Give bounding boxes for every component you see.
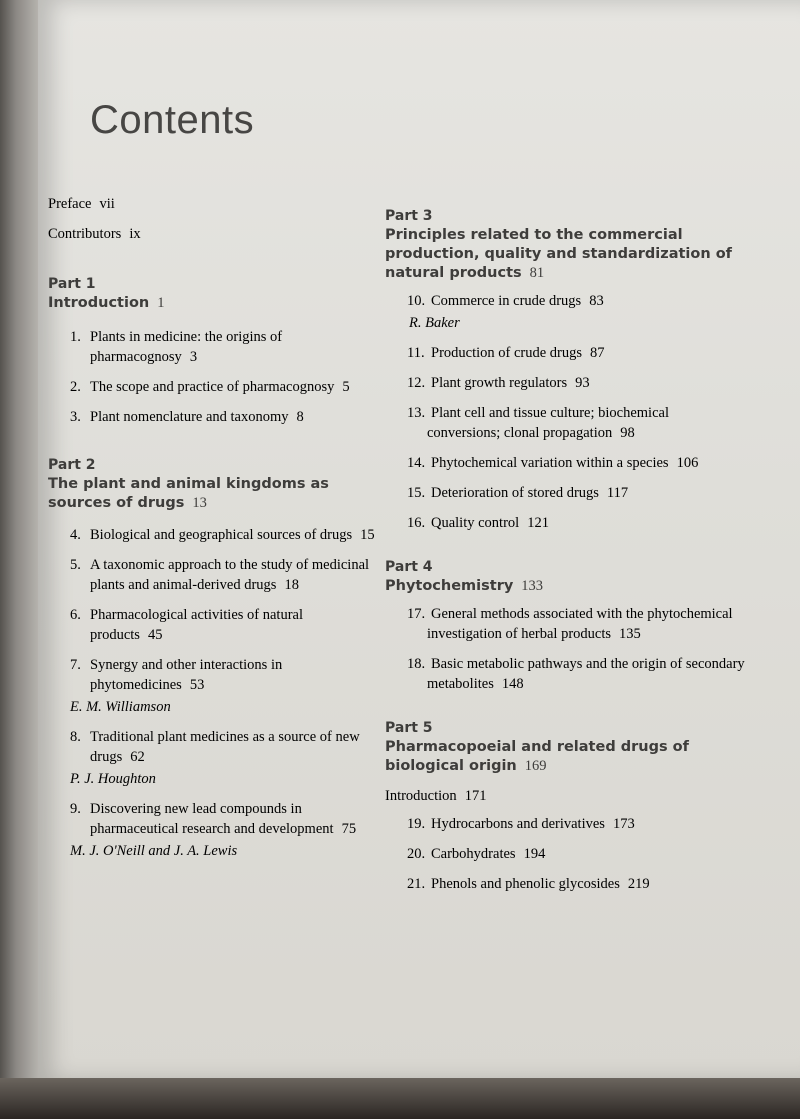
chapter-entry bbox=[385, 483, 745, 503]
part-label: Part 1 bbox=[48, 276, 96, 292]
chapter-author: P. J. Houghton bbox=[70, 771, 156, 787]
chapter-number: 5. bbox=[70, 557, 81, 573]
chapter-entry bbox=[48, 525, 378, 545]
part-title: Principles related to the commercial production, quality and standardization of natural products 81 bbox=[385, 227, 732, 281]
page-number: 83 bbox=[589, 293, 604, 309]
chapter-title: Traditional plant medicines as a source of new drugs bbox=[90, 729, 360, 765]
chapter-entry bbox=[48, 377, 378, 397]
chapter-entry bbox=[48, 727, 378, 767]
page-number: 93 bbox=[575, 375, 590, 391]
page-number: 148 bbox=[501, 676, 524, 692]
page-number: 75 bbox=[341, 821, 357, 837]
chapter-title: The scope and practice of pharmacognosy bbox=[90, 379, 335, 395]
part-title: The plant and animal kingdoms as sources of drugs 13 bbox=[48, 476, 329, 511]
part-title: Introduction 1 bbox=[48, 295, 165, 311]
chapter-title: Commerce in crude drugs bbox=[431, 293, 582, 309]
chapter-title: Biological and geographical sources of drugs bbox=[90, 527, 353, 543]
intro-label: Introduction bbox=[385, 788, 457, 804]
page-number: 62 bbox=[130, 749, 145, 765]
chapter-number: 14. bbox=[407, 455, 426, 471]
chapter-number: 16. bbox=[407, 515, 426, 531]
page-number: 15 bbox=[360, 527, 375, 543]
chapter-entry bbox=[385, 403, 745, 443]
chapter-number: 4. bbox=[70, 527, 81, 543]
chapter-title: General methods associated with the phytochemical investigation of herbal products bbox=[427, 606, 733, 642]
chapter-number: 3. bbox=[70, 409, 81, 425]
toc-part-2 bbox=[48, 455, 378, 861]
page-number: 81 bbox=[529, 265, 545, 281]
chapter-number: 10. bbox=[407, 293, 426, 309]
chapter-number: 21. bbox=[407, 876, 426, 892]
chapter-title: Plant nomenclature and taxonomy bbox=[90, 409, 289, 425]
page-number: 3 bbox=[189, 349, 198, 365]
chapter-title: Hydrocarbons and derivatives bbox=[431, 816, 605, 832]
toc-part-5 bbox=[385, 718, 745, 894]
toc-part-4 bbox=[385, 557, 745, 694]
page-number: 87 bbox=[590, 345, 605, 361]
chapter-number: 20. bbox=[407, 846, 426, 862]
page-number: 121 bbox=[527, 515, 549, 531]
page-number: 194 bbox=[523, 846, 546, 862]
chapter-title: Phenols and phenolic glycosides bbox=[431, 876, 620, 892]
page-number: 169 bbox=[524, 758, 547, 774]
chapter-title: Plant cell and tissue culture; biochemical conversions; clonal propagation bbox=[427, 405, 669, 441]
page-number: 117 bbox=[606, 485, 629, 501]
chapter-title: Discovering new lead compounds in pharmaceutical research and development bbox=[90, 801, 334, 837]
chapter-entry bbox=[385, 604, 745, 644]
chapter-number: 13. bbox=[407, 405, 426, 421]
page-number: 13 bbox=[192, 495, 207, 511]
part-title: Phytochemistry 133 bbox=[385, 578, 544, 594]
page-number: 53 bbox=[189, 677, 205, 693]
chapter-title: Deterioration of stored drugs bbox=[431, 485, 599, 501]
chapter-title: Plants in medicine: the origins of pharmacognosy bbox=[90, 329, 283, 365]
toc-entry-contributors bbox=[48, 224, 378, 244]
chapter-entry bbox=[385, 874, 745, 894]
toc-column-left bbox=[48, 194, 378, 871]
chapter-entry bbox=[48, 327, 378, 367]
chapter-author: R. Baker bbox=[409, 315, 460, 331]
book-bottom-edge bbox=[0, 1078, 800, 1119]
page-number: 18 bbox=[284, 577, 299, 593]
chapter-number: 7. bbox=[70, 657, 81, 673]
chapter-entry bbox=[385, 373, 745, 393]
chapter-number: 15. bbox=[407, 485, 426, 501]
chapter-entry bbox=[385, 453, 745, 473]
chapter-title: Production of crude drugs bbox=[431, 345, 583, 361]
chapter-number: 2. bbox=[70, 379, 81, 395]
chapter-number: 18. bbox=[407, 656, 426, 672]
chapter-entry bbox=[48, 799, 378, 839]
part-label: Part 5 bbox=[385, 720, 433, 736]
page-number: 1 bbox=[157, 295, 165, 311]
chapter-entry bbox=[385, 844, 745, 864]
toc-entry-preface bbox=[48, 194, 378, 214]
chapter-title: Phytochemical variation within a species bbox=[431, 455, 669, 471]
chapter-entry bbox=[48, 655, 378, 695]
chapter-entry bbox=[385, 291, 745, 311]
page-number: 171 bbox=[464, 788, 487, 804]
toc-entry-introduction bbox=[385, 786, 745, 806]
chapter-number: 11. bbox=[407, 345, 425, 361]
chapter-entry bbox=[385, 513, 745, 533]
chapter-entry bbox=[48, 555, 378, 595]
page-number: vii bbox=[99, 196, 115, 212]
page-number: ix bbox=[129, 226, 141, 242]
chapter-number: 9. bbox=[70, 801, 81, 817]
page-number: 173 bbox=[612, 816, 635, 832]
chapter-entry bbox=[385, 814, 745, 834]
book-spine-shadow bbox=[0, 0, 40, 1119]
chapter-entry bbox=[385, 654, 745, 694]
page-number: 98 bbox=[620, 425, 635, 441]
chapter-title: Basic metabolic pathways and the origin of secondary metabolites bbox=[427, 656, 745, 692]
toc-part-3 bbox=[385, 206, 745, 533]
front-matter-label: Preface bbox=[48, 196, 92, 212]
chapter-title: Synergy and other interactions in phytomedicines bbox=[90, 657, 283, 693]
chapter-number: 8. bbox=[70, 729, 81, 745]
part-label: Part 3 bbox=[385, 208, 433, 224]
page-number: 8 bbox=[296, 409, 304, 425]
part-label: Part 4 bbox=[385, 559, 433, 575]
page-number: 133 bbox=[521, 578, 544, 594]
front-matter-label: Contributors bbox=[48, 226, 122, 242]
part-label: Part 2 bbox=[48, 457, 96, 473]
page-number: 45 bbox=[147, 627, 163, 643]
chapter-entry bbox=[48, 605, 378, 645]
page-title: Contents bbox=[90, 98, 255, 142]
chapter-title: A taxonomic approach to the study of medicinal plants and animal-derived drugs bbox=[90, 557, 370, 593]
chapter-number: 19. bbox=[407, 816, 426, 832]
part-title: Pharmacopoeial and related drugs of biological origin 169 bbox=[385, 739, 689, 774]
page-number: 106 bbox=[676, 455, 699, 471]
chapter-title: Carbohydrates bbox=[431, 846, 516, 862]
toc-column-right bbox=[385, 206, 745, 904]
chapter-number: 1. bbox=[70, 329, 81, 345]
chapter-number: 17. bbox=[407, 606, 426, 622]
chapter-number: 6. bbox=[70, 607, 81, 623]
chapter-entry bbox=[385, 343, 745, 363]
page-number: 5 bbox=[342, 379, 350, 395]
page-number: 135 bbox=[619, 626, 641, 642]
chapter-title: Pharmacological activities of natural products bbox=[90, 607, 303, 643]
chapter-author: M. J. O'Neill and J. A. Lewis bbox=[70, 843, 238, 859]
chapter-number: 12. bbox=[407, 375, 426, 391]
toc-part-1 bbox=[48, 274, 378, 427]
chapter-entry bbox=[48, 407, 378, 427]
chapter-title: Plant growth regulators bbox=[431, 375, 568, 391]
chapter-author: E. M. Williamson bbox=[70, 699, 171, 715]
chapter-title: Quality control bbox=[431, 515, 520, 531]
page-number: 219 bbox=[627, 876, 650, 892]
